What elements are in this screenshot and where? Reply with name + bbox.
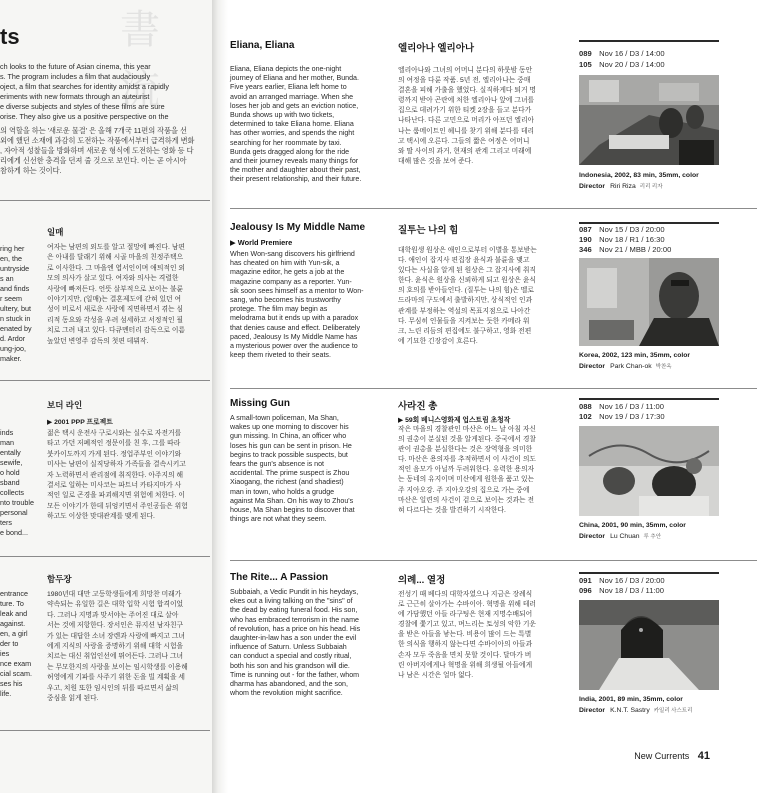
- english-synopsis-fragment: entrance ture. To leak and against. en, a girl der to ies nce exam cial scam. ses his life.: [0, 589, 32, 698]
- film-entry-eliana: [230, 40, 757, 200]
- film-title-ko: 엘리아나 엘리아나: [398, 43, 475, 54]
- screening-time: 346 Nov 21 / MBB / 20:00: [579, 245, 672, 254]
- korean-synopsis: 젊은 택시 운전사 구로시와는 실수로 자전거를 타고 가던 저폐적인 정문이를 친 후, 그를 따라 붓카이도까지 가게 된다. 정업주부인 이야기와 미사는 남편이 실직당하자 가족들을 결속시키고 자 노력하면서 관리점에 취직한다. 아주지의 해 결서로 일하는 미사코는 파트너 카타지마가 사 적인 일로 곤경을 파괴해지면 위험에 처한다. 이 모든 이야기가 한데 뒤엉키면서 주인공들은 위험 하고도 이상한 맞대관계를 맺게 된다.: [47, 430, 188, 521]
- film-title-en: Eliana, Eliana: [230, 40, 295, 51]
- director-line: Director Lu Chuan 루 추안: [579, 533, 662, 540]
- film-credit-line: Indonesia, 2002, 83 min, 35mm, color: [579, 172, 699, 179]
- english-synopsis: Subbaiah, a Vedic Pundit in his heydays, ekes out a living talking on the "sins" of the dead by eating funeral food. His son, who has embraced terrorism in the name of revolution, has a price on his head. His daughter-in-law has a son under the evil influence of Saturn. Unless Subbaiah can conduct a special and costly ritual, both his son and his grandson will die. Time is running out - for the father, whom dharma has abandoned, and the son, whom the revolution might sacrifice.: [230, 588, 361, 698]
- film-title-ko: 사라진 총: [398, 401, 438, 412]
- premiere-badge: ▶ 2001 PPP 프로젝트: [47, 419, 113, 426]
- film-title-ko: 질투는 나의 힘: [398, 225, 459, 236]
- divider: [0, 200, 210, 201]
- english-synopsis: Eliana, Eliana depicts the one-night journey of Eliana and her mother, Bunda. Five years earlier, Eliana left home to avoid an arranged marriage. When she loses her job and gets an eviction notice, Bunda shows up with two tickets, determined to take Eliana home. Eliana has other worries, and spends the night searching for her roommate by taxi. Bunda gets dragged along for the ride and their journey reveals many things for the mother and daughter about their past, their present relationship, and their future.: [230, 65, 362, 184]
- section-name: New Currents: [634, 751, 690, 761]
- film-entry-jealousy: [230, 222, 757, 382]
- english-synopsis-fragment: inds man entally sewife, o hold sband collects nto trouble personal ters e bond...: [0, 428, 34, 537]
- film-title-en: Jealousy Is My Middle Name: [230, 222, 366, 233]
- screening-time: 102 Nov 19 / D3 / 17:30: [579, 412, 665, 421]
- left-intro-english: ch looks to the future of Asian cinema, this year s. The program includes a film that audaciously oject, a film that searches for identity amidst a rapidly eriments with new formats through an auteurist e diverse subjects and styles of these films are sure orise. They also give us a positive perspective on the: [0, 62, 169, 121]
- section-heading-fragment: ts: [0, 24, 20, 49]
- director-line: Director Park Chan-ok 박찬옥: [579, 363, 672, 370]
- english-synopsis-fragment: ring her en, the untryside s an and finds r seem ultery, but n stuck in enated by d. Ardor ung-joo, maker.: [0, 244, 32, 363]
- left-intro-korean: 의 역할을 하는 '새로운 물결' 은 올해 7개국 11편의 작품을 선 외에 했던 소재에 과감히 도전하는 작품에서부터 급격하게 변화 , 자아적 성찰들을 방화하며 새로운 형식에 도전하는 영화 등 다 리에게 신선한 충격을 던져 줄 것으로 보인다. 이는 곧 아시아 참하게 하는 것이다.: [0, 126, 195, 175]
- film-entry-missing-gun: [230, 398, 757, 558]
- film-title-ko: 의례... 열정: [398, 575, 446, 586]
- page-gutter: [212, 0, 228, 793]
- divider: [0, 730, 210, 731]
- film-title-en: Missing Gun: [230, 398, 290, 409]
- premiere-badge: ▶ World Premiere: [230, 238, 293, 247]
- korean-synopsis: 여자는 남편의 외도를 알고 절망에 빠진다. 남편 은 아내를 달래기 위해 시골 마을의 친정주택으 로 이사한다. 그 마을엔 엽서인이며 애틔적인 외 모의 의사가 살고 있다. 여자와 의사는 격렬한 사랑에 빠져든다. 언뜻 살부적으로 보이는 불륜 이야기지만, (일매)는 결혼제도에 갇혀 있던 여 성이 비로서 새로운 사랑에 직면하면서 겪는 심 리적 동요와 각성을 우려 섬세하고 서정적인 필 치로 그려 내고 있다. 다큐멘터리 감독으로 이름 높았던 변영주 감독의 첫편 데뷔작.: [47, 244, 185, 345]
- director-line: Director K.N.T. Sastry 카일리 사스트리: [579, 707, 693, 714]
- korean-synopsis: 엘리아나와 그녀의 어머니 분다의 하룻밤 동안 의 여정을 다룬 작품. 5년 전, 엘리아나는 중매 결혼을 피해 가출을 했었다. 실직하게다 퇴거 명 령까지 받아 곤란에 처한 엘리아나 앞에 그녀를 집으로 데려가기 위한 티켓 2장을 들고 분다가 나타난다. 다른 고민으로 머리가 아프던 엘리아 나는 룸메이트인 헤니를 찾기 위해 분다를 데리 고 택시에 오른다. 그들의 짧은 여정은 어머니 와 딸 사이의 과거, 현재의 관계 그리고 미래에 대해 많은 것을 보여 준다.: [398, 67, 536, 165]
- film-still-photo: [579, 258, 719, 346]
- film-title-ko: 일매: [47, 227, 64, 237]
- info-rule: [579, 40, 719, 42]
- director-line: Director Riri Riza 리리 리자: [579, 183, 663, 190]
- screening-time: 088 Nov 16 / D3 / 11:00: [579, 402, 664, 411]
- festival-badge: ▶ 59회 베니스영화제 업스트림 초청작: [398, 417, 511, 424]
- left-page: [0, 0, 212, 793]
- screening-time: 089 Nov 16 / D3 / 14:00: [579, 49, 665, 58]
- korean-synopsis: 작은 마을의 경찰관인 마산은 어느 날 아침 자신 의 권총이 분실된 것을 알게된다. 중국에서 경찰 관이 권총을 분실한다는 것은 장역형을 의미한 다. 마산은 용의자를 추적하면서 이 사건이 의도 적인 음모가 아닐까 두려워한다. 유력한 용의자 는 동네의 유지이며 미산에게 원한을 품고 있는 주 지아오강. 주 지아오강의 집으로 가는 중에 마산은 일련의 사건이 겉으로 보이는 것과는 전 혀 다르다는 것을 발견하기 시작한다.: [398, 426, 536, 514]
- film-title-ko: 보더 라인: [47, 400, 83, 410]
- korean-synopsis: 대학원생 원상은 애인으로부터 이별을 통보받는 다. 애인이 잡지사 편집장 윤식과 불륜을 맺고 있다는 사실을 알게 된 원상은 그 잡지사에 취직 한다. 윤식은 원상을 신뢰하게 되고 원상은 윤식 의 호의를 받아들인다. (질투는 나의 힘)은 멜로 드라마의 구도에서 출발하지만, 상식적인 인과 관계를 부정하는 역설의 목표지점으로 나아간 다. 무심히 인물들을 지켜보는 듯한 카메라 워 크, 느린 리듬의 편집에도 불구하고, 영화 전편 에 기묘한 긴장감이 흐른다.: [398, 247, 537, 345]
- film-credit-line: China, 2001, 90 min, 35mm, color: [579, 522, 686, 529]
- divider: [0, 380, 210, 381]
- film-still-photo: [579, 600, 719, 690]
- divider: [0, 556, 210, 557]
- film-entry-the-rite: [230, 572, 757, 732]
- english-synopsis: When Won-sang discovers his girlfriend has cheated on him with Yun-sik, a magazine editor, he gets a job at the magazine company as a reporter. Yun- sik soon sees himself as a mentor to Won- sang, who becomes his trustworthy protege. The film may begin as melodrama but it ends up with a paradox that denies cause and effect. Deliberately paced, Jealousy Is My Middle Name has a mysterious power over the audience to keep them riveted to their seats.: [230, 250, 364, 360]
- divider: [230, 208, 757, 209]
- divider: [230, 388, 757, 389]
- film-still-photo: [579, 75, 719, 165]
- screening-time: 087 Nov 15 / D3 / 20:00: [579, 225, 665, 234]
- screening-time: 091 Nov 16 / D3 / 20:00: [579, 576, 665, 585]
- info-rule: [579, 398, 719, 400]
- divider: [230, 560, 757, 561]
- screening-time: 105 Nov 20 / D3 / 14:00: [579, 60, 665, 69]
- info-rule: [579, 222, 719, 224]
- korean-synopsis: 1980년대 대만 고등학생들에게 희망찬 미래가 약속되는 유일한 길은 대학 입학 시험 합격이었 다. 그러나 지명과 맞서야는 주어진 대로 살아 서는 것에 저항한다. 장서인은 뮤지션 남자친구 가 있는 대답한 소녀 장렌과 사랑에 빠지고 그녀 에게 지식의 사랑을 증명하기 위해 대학 시험을 치르는 대신 취업인선에 뛰어든다. 그러나 그녀 는 무모한지의 사랑을 보이는 임시학생를 이용해 허영에게 기파를 사주기 위한 돈을 빌 계획을 세 우고, 치원 또한 임시인의 뒤를 따르면서 삶의 중심을 읽게 된다.: [47, 591, 188, 703]
- film-title-ko: 함두장: [47, 574, 72, 584]
- page-footer: [634, 750, 710, 762]
- info-rule: [579, 572, 719, 574]
- film-credit-line: India, 2001, 89 min, 35mm, color: [579, 696, 683, 703]
- film-title-en: The Rite... A Passion: [230, 572, 329, 583]
- film-still-photo: [579, 426, 719, 516]
- film-credit-line: Korea, 2002, 123 min, 35mm, color: [579, 352, 691, 359]
- background-calligraphy: 書 流: [120, 7, 164, 113]
- english-synopsis: A small-town policeman, Ma Shan, wakes up one morning to discover his gun missing. In China, an officer who loses his gun can be sent in prison. He begins to track possible suspects, but fears the gun's absence is not accidental. The prime suspect is Zhou Xiaogang, the richest (and shadiest) man in town, who holds a grudge against Ma Shan. On his way to Zhou's house, Ma Shan begins to discover that things are not what they seem.: [230, 414, 355, 524]
- korean-synopsis: 전성기 때 베다의 대학자였으나 지금은 장례식 로 근근히 살아가는 수바이아. 혁명을 위해 테러 에 가담했던 아들 라구팅은 현재 지명수배되어 경찰에 쫓기고 있고, 며느리는 토성의 악한 기운 을 받은 아들을 낳는다. 비용이 많이 드는 특별 한 의식을 행하지 않는다면 수바이아의 아들과 손자 모두 죽음을 면치 못할 것이다. 달마가 버 린 아버지에게나 혁명을 위해 희생될 아들에게 나 남은 시간은 얼마 없다.: [398, 591, 536, 679]
- page-number: 41: [697, 750, 710, 762]
- screening-time: 190 Nov 18 / R1 / 16:30: [579, 235, 665, 244]
- screening-time: 096 Nov 18 / D3 / 11:00: [579, 586, 664, 595]
